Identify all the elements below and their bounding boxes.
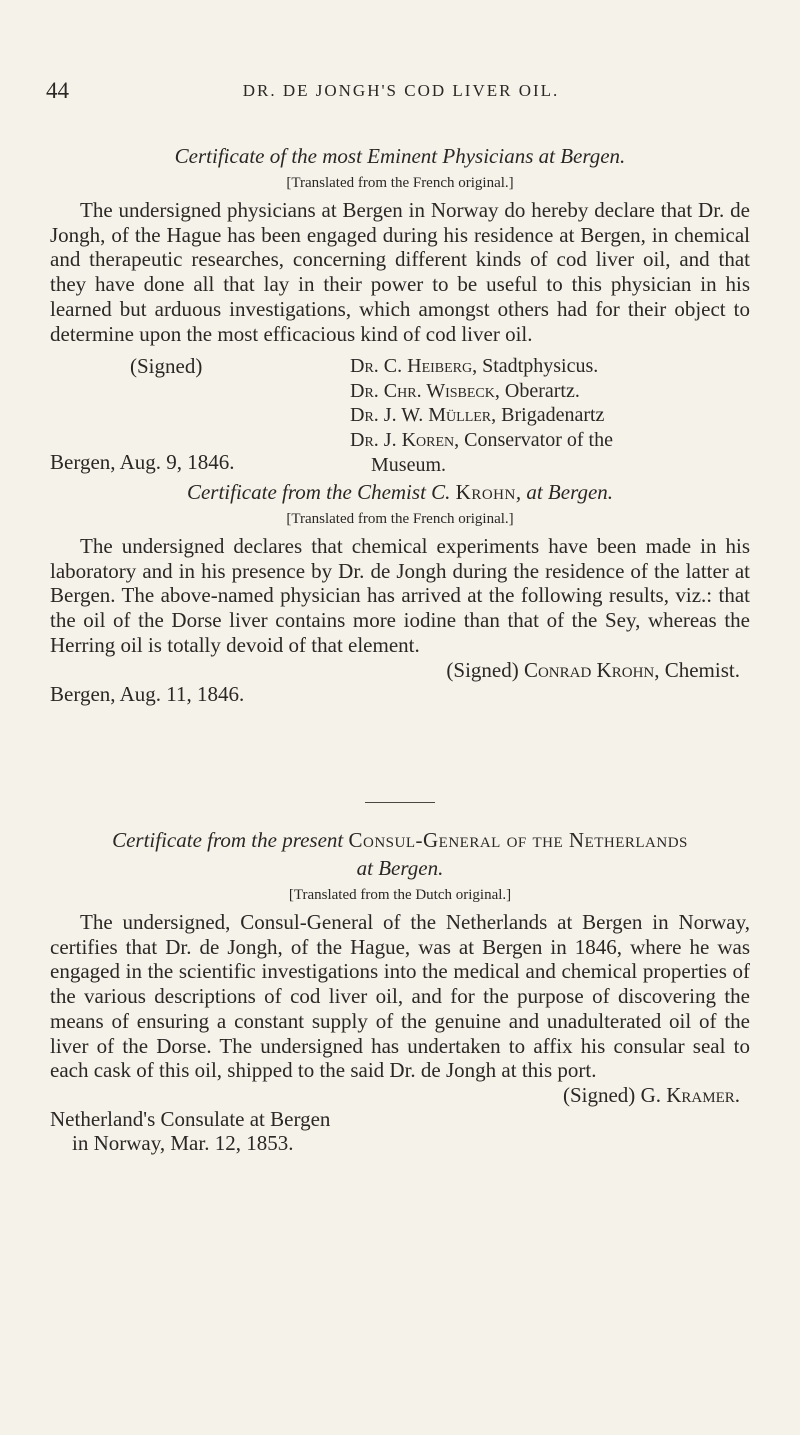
certificate-body: The undersigned physicians at Bergen in Norway do hereby declare that Dr. de Jongh, of the Hague has been engaged during his residence at Bergen, in chemical and therapeutic researches, concerning different kinds of cod liver oil, and that they have done all that lay in their power to be useful to this physician in his learned but arduous investigations, which amongst others had for their object to determine upon the most efficacious kind of cod liver oil.	[50, 198, 750, 346]
certificate-body: The undersigned, Consul-General of the Netherlands at Bergen in Norway, certifies that Dr. de Jongh, of the Hague, was at Bergen in 1846, where he was engaged in the scientific investigations into the medical and chemical properties of the various descriptions of cod liver oil, and for the purpose of discovering the means of ensuring a constant supply of the genuine and unadulterated oil of the liver of the Dorse. The undersigned has undertaken to affix his consular seal to each cask of this oil, shipped to the said Dr. de Jongh at this port.	[50, 910, 750, 1083]
date-line: in Norway, Mar. 12, 1853.	[72, 1130, 294, 1155]
certificate-title: Certificate of the most Eminent Physicians at Bergen.	[174, 144, 626, 168]
signer-name: Dr. J. W. Müller,	[350, 404, 497, 427]
page-number: 44	[46, 78, 69, 103]
place-line: Netherland's Consulate at Bergen	[50, 1106, 331, 1131]
place-date: Bergen, Aug. 11, 1846.	[50, 681, 245, 706]
signer-name: Dr. C. Heiberg,	[350, 355, 478, 378]
translation-note: [Translated from the Dutch original.]	[288, 887, 512, 903]
translation-note: [Translated from the French original.]	[286, 175, 514, 191]
title-suffix: at Bergen.	[356, 856, 444, 880]
certificate-physicians	[50, 142, 750, 484]
signer-title: Chemist.	[659, 657, 740, 682]
signature-line	[50, 1083, 750, 1107]
certificate-consul	[50, 826, 750, 1155]
place-date: Bergen, Aug. 9, 1846.	[50, 450, 235, 475]
signature-block	[50, 354, 750, 484]
title-office: Consul-General of the Netherlands	[348, 828, 688, 852]
title-suffix: , at Bergen.	[515, 480, 614, 504]
signer-name: Conrad Krohn,	[523, 657, 660, 682]
signer-name: Dr. J. Koren,	[350, 429, 460, 451]
signer-list	[350, 354, 750, 477]
title-prefix: Certificate from the Chemist C.	[186, 480, 456, 504]
title-prefix: Certificate from the present	[112, 828, 349, 852]
signer-title: Oberartz.	[499, 379, 580, 402]
signed-label: (Signed)	[130, 354, 203, 379]
signer-title: Stadtphysicus.	[477, 355, 599, 378]
signer-name: Dr. Chr. Wisbeck,	[350, 379, 500, 402]
signer	[350, 379, 750, 404]
certificate-body: The undersigned declares that chemical experiments have been made in his laboratory and in his presence by Dr. de Jongh during the residence of the latter at Bergen. The above-named physician has arrived at the following results, viz.: that the oil of the Dorse liver contains more iodine than that of the Sey, whereas the Herring oil is totally devoid of that element.	[50, 534, 750, 657]
section-divider	[365, 802, 435, 803]
translation-note: [Translated from the French original.]	[286, 511, 514, 527]
title-name: Krohn	[455, 480, 516, 504]
signed-label: (Signed)	[562, 1082, 641, 1107]
running-head: DR. DE JONGH'S COD LIVER OIL.	[242, 81, 560, 100]
certificate-title	[50, 478, 750, 506]
page-header	[46, 78, 756, 108]
signer	[350, 428, 750, 453]
signer-title: Conservator of the	[459, 429, 613, 451]
signer-title: Brigadenartz	[496, 404, 605, 427]
signature-line	[50, 658, 750, 682]
signer-continuation: Museum.	[371, 453, 446, 476]
signer	[350, 403, 750, 428]
signer-name: G. Kramer.	[640, 1082, 740, 1107]
certificate-chemist	[50, 478, 750, 706]
signer	[350, 354, 750, 379]
certificate-title	[50, 826, 750, 882]
signed-label: (Signed)	[446, 657, 524, 682]
